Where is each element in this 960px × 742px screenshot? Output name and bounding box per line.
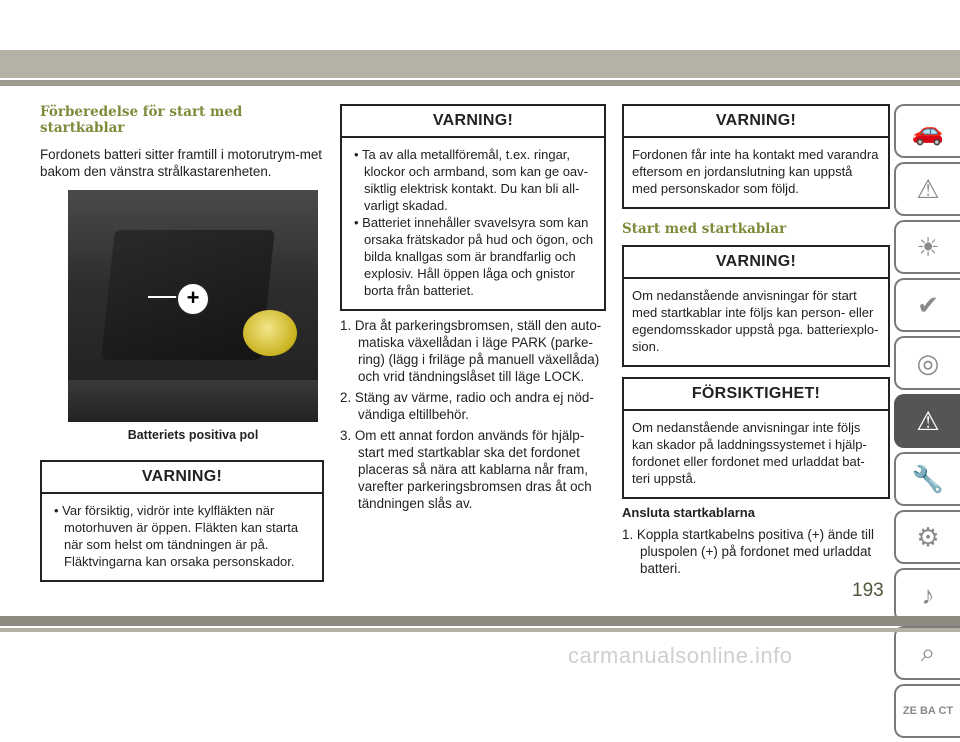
callout-line <box>148 296 178 298</box>
section-heading: Start med startkablar <box>622 221 787 237</box>
header-rule <box>0 80 960 86</box>
specs-gear-icon[interactable]: ⚙ <box>894 510 960 564</box>
footer-rule <box>0 628 960 632</box>
column-1 <box>40 96 324 582</box>
seatbelt-icon[interactable]: ✔ <box>894 278 960 332</box>
warning-item: • Var försiktig, vidrör inte kylfläkten när motorhuven är öppen. Fläkten kan starta när som helst om tändningen är på. Fläktvingarna kan orsaka personskador. <box>50 502 314 570</box>
watermark-text: carmanualsonline.info <box>568 643 793 668</box>
intro-text: Fordonets batteri sitter framtill i motorutrym-met bakom den vänstra strålkastarenheten. <box>40 147 323 179</box>
warning-text: Om nedanstående anvisningar för start med startkablar inte följs kan person- eller egendomsskador uppstå pga. batteriexplo-sion. <box>632 288 879 354</box>
lights-message-icon[interactable]: ☀ <box>894 220 960 274</box>
warning-title: VARNING! <box>624 106 888 138</box>
list-item: 1. Dra åt parkeringsbromsen, ställ den auto-matiska växellådan i läge PARK (parke-ring) (lägg i friläge på manuell växellåda) och vrid tändningslåset till läge LOCK. <box>340 318 602 384</box>
battery-photo <box>68 190 318 422</box>
list-item: 3. Om ett annat fordon används för hjälp-start med startkablar ska det fordonet placeras så nära att kablarna når fram, varefter parkeringsbromsen dras åt och tändningen slås av. <box>340 428 592 511</box>
chapter-tabs <box>894 104 960 742</box>
warning-box-fan <box>40 460 324 582</box>
warning-box-explosion <box>622 245 890 367</box>
warning-box-contact <box>622 104 890 209</box>
warning-text: Fordonen får inte ha kontakt med varandra eftersom en jordanslutning kan uppstå med personskador som följd. <box>632 147 879 196</box>
steps-list <box>340 317 606 512</box>
car-wrench-icon[interactable]: 🔧 <box>894 452 960 506</box>
index-icon[interactable]: ZE BA CT <box>894 684 960 738</box>
caution-title: FÖRSIKTIGHET! <box>624 379 888 411</box>
column-2 <box>340 104 606 516</box>
header-band <box>0 50 960 78</box>
wiring-shape <box>68 380 318 422</box>
emergency-icon[interactable]: ⚠ <box>894 394 960 448</box>
positive-terminal-label: + <box>176 282 210 316</box>
steering-wheel-icon[interactable]: ◎ <box>894 336 960 390</box>
photo-caption: Batteriets positiva pol <box>127 428 259 442</box>
search-icon[interactable]: ⌕ <box>894 626 960 680</box>
list-item: 2. Stäng av värme, radio och andra ej nöd-vändiga eltillbehör. <box>340 390 594 422</box>
list-item: 1. Koppla startkabelns positiva (+) ände till pluspolen (+) på fordonet med urladdat batteri. <box>622 527 874 576</box>
reservoir-cap <box>243 310 297 356</box>
warning-item: • Ta av alla metallföremål, t.ex. ringar, klockor och armband, som kan ge oav-siktlig elektrisk kontakt. Du kan bli all-varligt skadad. <box>350 146 596 214</box>
section-heading: Förberedelse för start med startkablar <box>40 104 243 136</box>
car-alert-icon[interactable]: ⚠ <box>894 162 960 216</box>
car-info-icon[interactable]: 🚗 <box>894 104 960 158</box>
footer-band <box>0 616 960 626</box>
warning-item: • Batteriet innehåller svavelsyra som kan orsaka frätskador på hud och ögon, och bilda knallgas som är brandfarlig och explosiv. Håll öppen låga och gnistor borta från batteriet. <box>350 214 596 299</box>
column-3 <box>622 104 890 581</box>
warning-title: VARNING! <box>42 462 322 494</box>
subheading: Ansluta startkablarna <box>622 505 755 520</box>
multimedia-icon[interactable]: ♪ <box>894 568 960 622</box>
warning-box-metal <box>340 104 606 311</box>
page-number: 193 <box>852 580 884 601</box>
caution-box <box>622 377 890 499</box>
caution-text: Om nedanstående anvisningar inte följs kan skador på laddningssystemet i hjälp-fordonet eller fordonet med urladdat bat-teri uppstå. <box>632 420 867 486</box>
warning-title: VARNING! <box>342 106 604 138</box>
steps-list <box>622 526 890 577</box>
warning-title: VARNING! <box>624 247 888 279</box>
